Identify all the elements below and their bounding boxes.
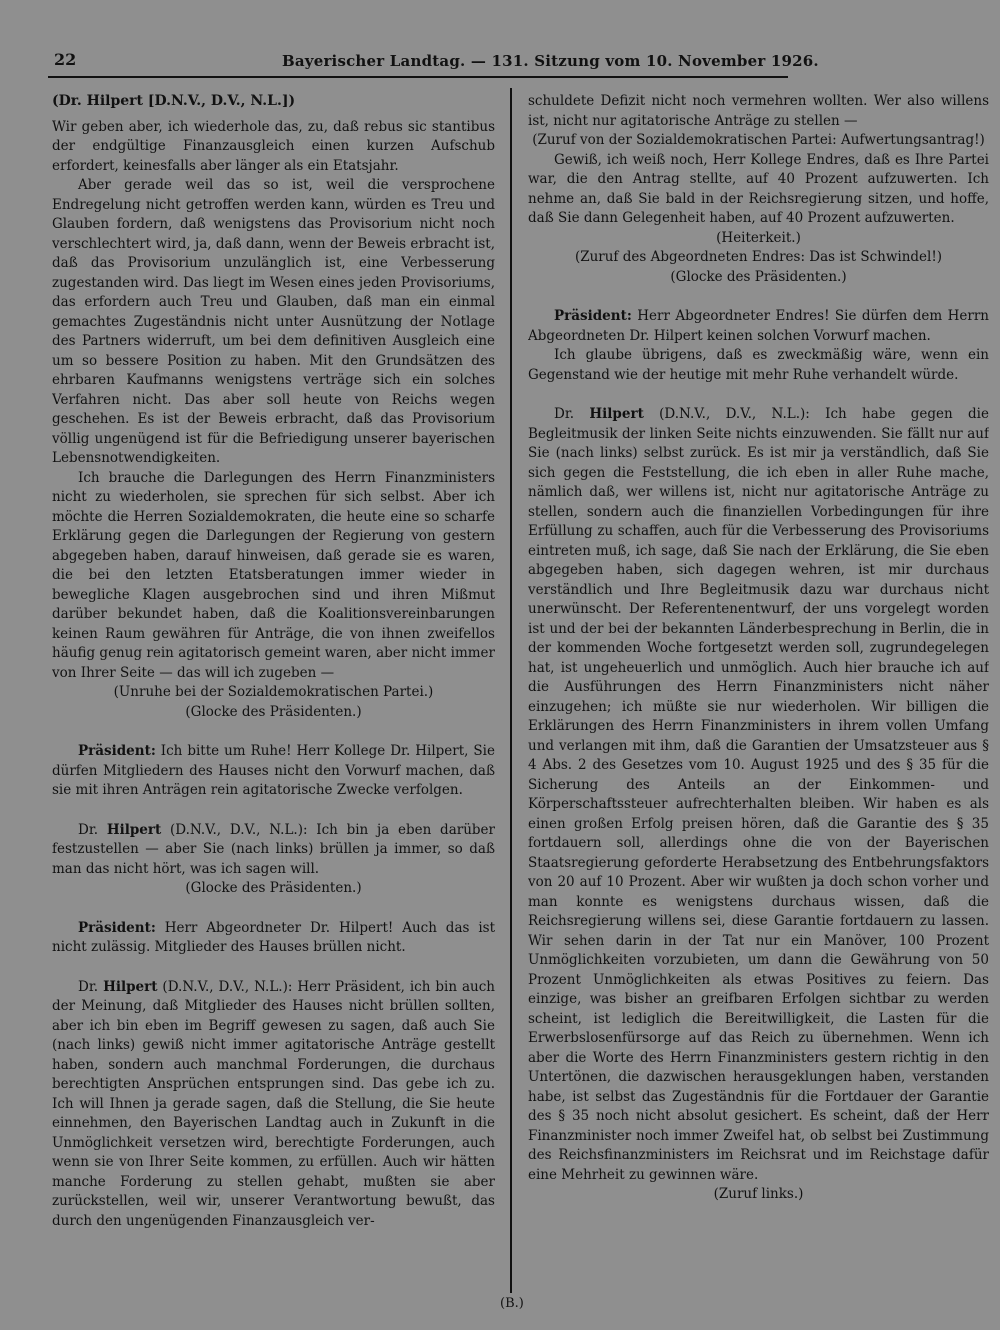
body-paragraph: Ich brauche die Darlegungen des Herrn Finanzministers nicht zu wiederholen, sie sprechen für sich selbst. Aber ich möchte die Herren Sozialdemokraten, die heute eine so scharfe Erklärung gegen die Darlegungen der Regierung von gestern abgegeben haben, darauf hinweisen, daß gerade sie es waren, die bei den letzten Etatsberatungen immer wieder in bewegliche Klagen ausgebrochen sind und ihren Mißmut darüber bekundet haben, daß die Koalitionsvereinbarungen keinen Raum gewähren für Anträge, die von ihnen zweifellos häufig genug rein agitatorisch gemeint waren, aber nicht immer von Ihrer Seite — das will ich zugeben — — [52, 469, 495, 681]
speaker-name: Präsident: — [78, 743, 156, 759]
speech-paragraph — [528, 405, 989, 1185]
speaker-title: Dr. — [78, 821, 99, 838]
left-column — [52, 92, 495, 1292]
right-column — [528, 92, 989, 1292]
interjection-note: (Zuruf von der Sozialdemokratischen Partei: Aufwertungsantrag!) — [532, 132, 985, 148]
body-paragraph: Ich glaube übrigens, daß es zweckmäßig wäre, wenn ein Gegenstand wie der heutige mit mehr Ruhe verhandelt würde. — [528, 347, 989, 383]
speaker-name: Hilpert — [106, 821, 162, 838]
interjection-note: (Glocke des Präsidenten.) — [185, 880, 362, 896]
interjection-note: (Glocke des Präsidenten.) — [185, 703, 362, 720]
page-header — [48, 46, 819, 78]
page-footer: (B.) — [500, 1296, 524, 1311]
interjection-note: (Zuruf links.) — [713, 1186, 804, 1202]
interjection-note: (Unruhe bei der Sozialdemokratischen Partei.) — [113, 684, 434, 700]
speaker-continuation-header: (Dr. Hilpert [D.N.V., D.V., N.L.]) — [52, 93, 296, 109]
speaker-name: Hilpert — [103, 978, 158, 995]
body-paragraph: Gewiß, ich weiß noch, Herr Kollege Endres, daß es Ihre Partei war, die den Antrag stellte, auf 40 Prozent aufzuwerten. Ich nehme an, daß Sie bald in der Reichsregierung sitzen, und hoffe, daß Sie dann Gelegenheit haben, auf 40 Prozent aufzuwerten. — [528, 151, 989, 226]
speech-text: Ich bitte um Ruhe! Herr Kollege Dr. Hilpert, Sie dürfen Mitgliedern des Hauses nicht den Vorwurf machen, daß sie mit ihren Anträgen rein agitatorische Zwecke verfolgen. — [52, 743, 495, 798]
speech-text: Herr Abgeordneter Endres! Sie dürfen dem Herrn Abgeordneten Dr. Hilpert keinen solchen Vorwurf machen. — [528, 308, 989, 344]
speech-paragraph — [528, 307, 989, 346]
speaker-name: Präsident: — [78, 919, 156, 936]
speaker-title: Dr. — [78, 978, 99, 995]
interjection-note: (Glocke des Präsidenten.) — [670, 268, 847, 285]
speaker-name: Präsident: — [554, 308, 632, 324]
body-paragraph: Aber gerade weil das so ist, weil die versprochene Endregelung nicht getroffen werden kann, würden es Treu und Glauben fordern, daß wenigstens das Provisorium nicht noch verschlechtert wird, ja, daß dann, wenn der Beweis erbracht ist, daß das Provisorium unzulänglich ist, eine Verbesserung zugestanden wird. Das liegt im Wesen eines jeden Provisoriums, das erfordern auch Treu und Glauben, daß man ein einmal gemachtes Zugeständnis nicht unter Ausnützung der Notlage des Partners widerruft, um bei dem definitiven Ausgleich eine um so bessere Position zu haben. Mit den Grundsätzen des ehrbaren Kaufmanns wenigstens verträge sich ein solches Verfahren nicht. Das aber soll heute von Reichs wegen geschehen. Es ist der Beweis erbracht, daß das Provisorium völlig ungenügend ist für die Befriedigung unserer bayerischen Lebensnotwendigkeiten. — [52, 177, 495, 466]
running-title: Bayerischer Landtag. — 131. Sitzung vom 10. November 1926. — [282, 52, 819, 70]
speaker-name: Hilpert — [589, 406, 644, 422]
page-number: 22 — [54, 50, 77, 69]
speech-text: (D.N.V., D.V., N.L.): Herr Präsident, ich bin auch der Meinung, daß Mitglieder des Hauses nicht brüllen sollten, aber ich bin eben im Begriff gewesen zu sagen, daß auch Sie (nach links) gewiß nicht immer agitatorische Anträge gestellt haben, sondern auch manchmal Forderungen, die durchaus berechtigten Ansprüchen entsprungen sind. Das gebe ich zu. Ich will Ihnen ja gerade sagen, daß die Stellung, die Sie heute einnehmen, den Bayerischen Landtag auch in Zukunft in die Unmöglichkeit versetzen wird, berechtigte Forderungen, auch wenn sie von Ihrer Seite kommen, zu erfüllen. Auch wir hätten manche Forderung zu stellen gehabt, mußten sie aber zurückstellen, weil wir, unserer Verantwortung bewußt, das durch den ungenügenden Finanzausgleich ver- — [52, 978, 495, 1229]
interjection-note: (Zuruf des Abgeordneten Endres: Das ist Schwindel!) — [574, 249, 943, 265]
speech-text: (D.N.V., D.V., N.L.): Ich bin ja eben darüber festzustellen — aber Sie (nach links) brüllen ja immer, so daß man das nicht hört, was ich sagen will. — [52, 821, 495, 877]
speech-paragraph — [52, 821, 495, 880]
speech-paragraph — [52, 978, 495, 1232]
column-divider — [510, 88, 512, 1293]
body-paragraph: Wir geben aber, ich wiederhole das, zu, daß rebus sic stantibus der endgültige Finanzausgleich einen kurzen Aufschub erfordert, keinesfalls aber länger als ein Etatsjahr. — [52, 118, 495, 174]
interjection-note: (Heiterkeit.) — [716, 229, 801, 246]
speech-text: (D.N.V., D.V., N.L.): Ich habe gegen die Begleitmusik der linken Seite nichts einzuwenden. Sie fällt nur auf Sie (nach links) selbst zurück. Es ist mir ja verständlich, daß Sie sich gegen die Feststellung, die ich eben in aller Ruhe mache, nämlich daß, wer willens ist, nicht nur agitatorische Anträge zu stellen, sondern auch die finanziellen Vorbedingungen für ihre Erfüllung zu schaffen, auch für die Verbesserung des Provisoriums eintreten muß, ich sage, daß Sie nach der Erklärung, die Sie eben abgegeben haben, sich dagegen wehren, ist mir durchaus verständlich und Ihre Begleitmusik dazu war durchaus nicht unerwünscht. Der Referentenentwurf, der uns vorgelegt worden ist und der bei der bekannten Länderbesprechung in Berlin, die in der kommenden Woche fortgesetzt werden soll, zugrundegelegen hat, ist ungeheuerlich und unmöglich. Auch hier brauche ich auf die Ausführungen des Herrn Finanzministers nicht näher einzugehen; ich müßte sie nur wiederholen. Wir billigen die Erklärungen des Herrn Finanzministers in ihrem vollen Umfang und verlangen mit ihm, daß die Garantien der Umsatzsteuer aus § 4 Abs. 2 des Gesetzes vom 10. August 1925 und des § 35 für die Sicherung des Anteils an der Einkommen- und Körperschaftssteuer aufrechterhalten bleiben. Wir haben es als einen großen Erfolg preisen hören, daß die Garantie des § 35 fortdauern soll, allerdings ohne die von der Bayerischen Staatsregierung geforderte Herabsetzung des Entbehrungsfaktors von 20 auf 10 Prozent. Aber wir wußten ja doch schon vorher und man konnte es wenigstens durchaus wissen, daß die Reichsregierung willens sei, diese Garantie fortdauern zu lassen. Wir sehen darin in der Tat nur ein Manöver, 100 Prozent Unmöglichkeiten vorzubieten, um dann die Gewährung von 50 Prozent Unmöglichkeiten als etwas Positives zu feiern. Das einzige, was bisher an greifbaren Erfolgen sichtbar zu werden scheint, ist lediglich die Bereitwilligkeit, die Lasten für die Erwerbslosenfürsorge auf das Reich zu übernehmen. Wenn ich aber die Worte des Herrn Finanzministers gestern richtig in den Untertönen, die dazwischen herausgeklungen haben, verstanden habe, ist selbst das Zugeständnis für die Fortdauer der Garantie des § 35 noch nicht absolut gesichert. Es scheint, daß der Herr Finanzminister noch immer Zweifel hat, ob selbst bei Zustimmung des Reichsfinanzministers im Reichsrat und im Reichstage dafür eine Mehrheit zu gewinnen wäre. — [528, 406, 989, 1183]
speaker-title: Dr. — [554, 406, 575, 422]
speech-paragraph — [52, 919, 495, 958]
body-paragraph: schuldete Defizit nicht noch vermehren wollten. Wer also willens ist, nicht nur agitatorische Anträge zu stellen — — [528, 93, 989, 129]
speech-text: Herr Abgeordneter Dr. Hilpert! Auch das ist nicht zulässig. Mitglieder des Hauses brüllen nicht. — [52, 919, 495, 955]
speech-paragraph — [52, 742, 495, 801]
